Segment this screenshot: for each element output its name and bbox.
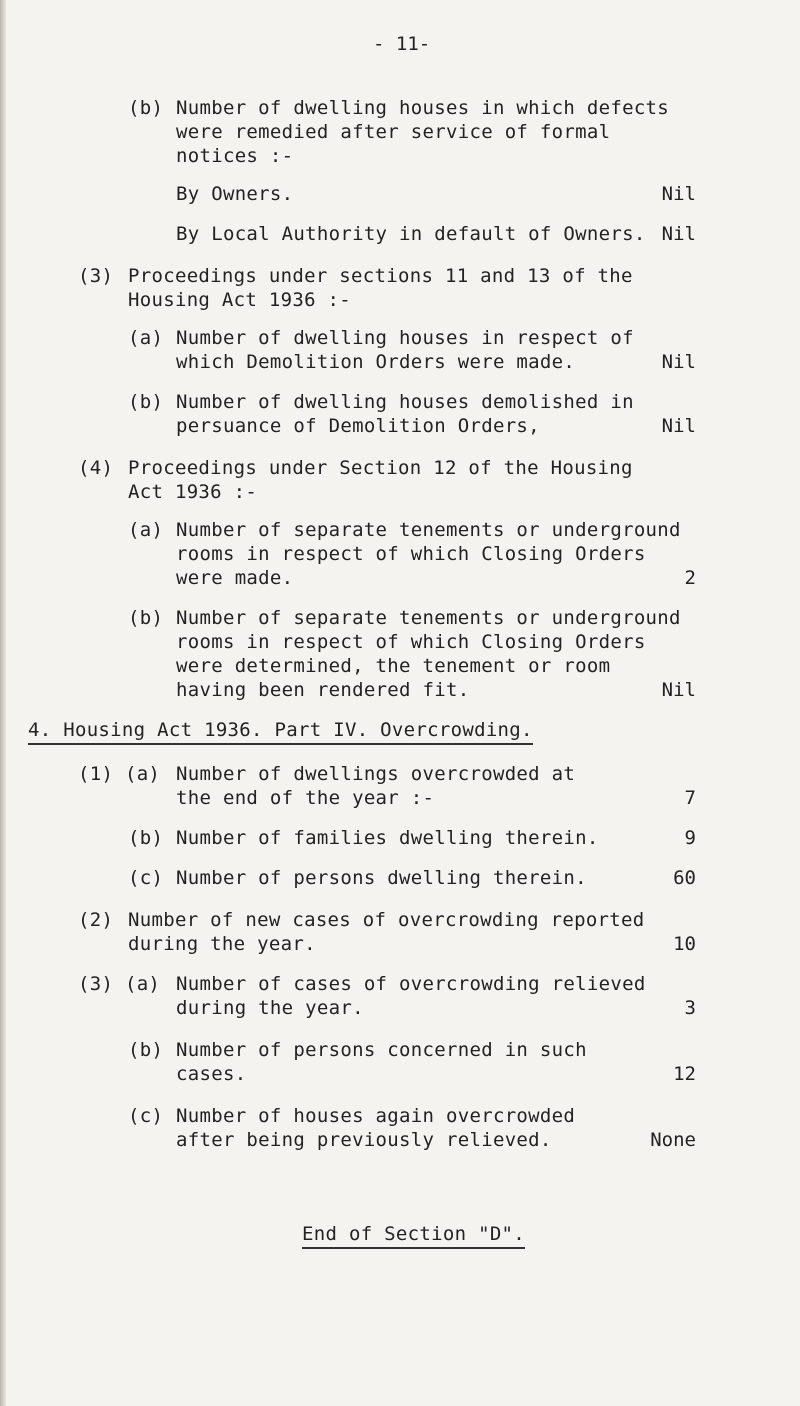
item-line: By Owners. xyxy=(176,183,294,205)
page-number: - 11- xyxy=(373,33,431,55)
item-line: were determined, the tenement or room xyxy=(176,655,611,677)
end-of-section: End of Section "D". xyxy=(302,1222,525,1249)
item-line: Number of persons dwelling therein. xyxy=(176,867,587,889)
item-label: (3) (a) xyxy=(78,973,161,995)
section-heading: 4. Housing Act 1936. Part IV. Overcrowding. xyxy=(28,718,533,745)
item-line: Number of separate tenements or underground xyxy=(176,519,681,541)
item-line: Act 1936 :- xyxy=(128,481,258,503)
item-value: 7 xyxy=(684,787,696,809)
item-value: Nil xyxy=(661,183,696,205)
item-line: rooms in respect of which Closing Orders xyxy=(176,543,646,565)
item-value: 2 xyxy=(684,567,696,589)
item-line: Proceedings under Section 12 of the Housing xyxy=(128,457,633,479)
item-line: Proceedings under sections 11 and 13 of the xyxy=(128,265,633,287)
item-line: the end of the year :- xyxy=(176,787,435,809)
item-label: (b) xyxy=(128,607,164,629)
item-value: 3 xyxy=(684,997,696,1019)
item-label: (1) (a) xyxy=(78,763,161,785)
item-value: 10 xyxy=(673,933,696,955)
item-line: Number of dwellings overcrowded at xyxy=(176,763,576,785)
item-label: (c) xyxy=(128,867,164,889)
item-value: Nil xyxy=(661,415,696,437)
item-line: during the year. xyxy=(128,933,316,955)
item-label: (b) xyxy=(128,1039,164,1061)
item-value: 9 xyxy=(684,827,696,849)
item-line: persuance of Demolition Orders, xyxy=(176,415,540,437)
item-value: 60 xyxy=(673,867,696,889)
item-line: Number of houses again overcrowded xyxy=(176,1105,576,1127)
item-label: (2) xyxy=(78,909,114,931)
item-label: (c) xyxy=(128,1105,164,1127)
item-line: Number of dwelling houses in which defects xyxy=(176,97,670,119)
item-label: (b) xyxy=(128,97,164,119)
item-label: (3) xyxy=(78,265,114,287)
item-line: Number of separate tenements or underground xyxy=(176,607,681,629)
item-value: Nil xyxy=(661,679,696,701)
item-line: Number of families dwelling therein. xyxy=(176,827,599,849)
item-value: 12 xyxy=(673,1063,696,1085)
item-value: None xyxy=(650,1129,696,1151)
item-label: (a) xyxy=(128,519,164,541)
item-value: Nil xyxy=(661,351,696,373)
item-line: which Demolition Orders were made. xyxy=(176,351,576,373)
page-edge-shadow xyxy=(0,0,6,1406)
item-line: By Local Authority in default of Owners. xyxy=(176,223,646,245)
item-line: were made. xyxy=(176,567,294,589)
item-label: (a) xyxy=(128,327,164,349)
item-line: after being previously relieved. xyxy=(176,1129,552,1151)
item-line: Housing Act 1936 :- xyxy=(128,289,352,311)
item-line: rooms in respect of which Closing Orders xyxy=(176,631,646,653)
item-value: Nil xyxy=(661,223,696,245)
item-line: notices :- xyxy=(176,145,294,167)
item-line: Number of dwelling houses demolished in xyxy=(176,391,634,413)
item-line: Number of new cases of overcrowding reported xyxy=(128,909,645,931)
item-line: cases. xyxy=(176,1063,247,1085)
item-line: Number of persons concerned in such xyxy=(176,1039,587,1061)
item-line: during the year. xyxy=(176,997,364,1019)
item-line: were remedied after service of formal xyxy=(176,121,611,143)
item-label: (4) xyxy=(78,457,114,479)
item-label: (b) xyxy=(128,827,164,849)
item-line: having been rendered fit. xyxy=(176,679,470,701)
item-label: (b) xyxy=(128,391,164,413)
item-line: Number of cases of overcrowding relieved xyxy=(176,973,646,995)
item-line: Number of dwelling houses in respect of xyxy=(176,327,634,349)
